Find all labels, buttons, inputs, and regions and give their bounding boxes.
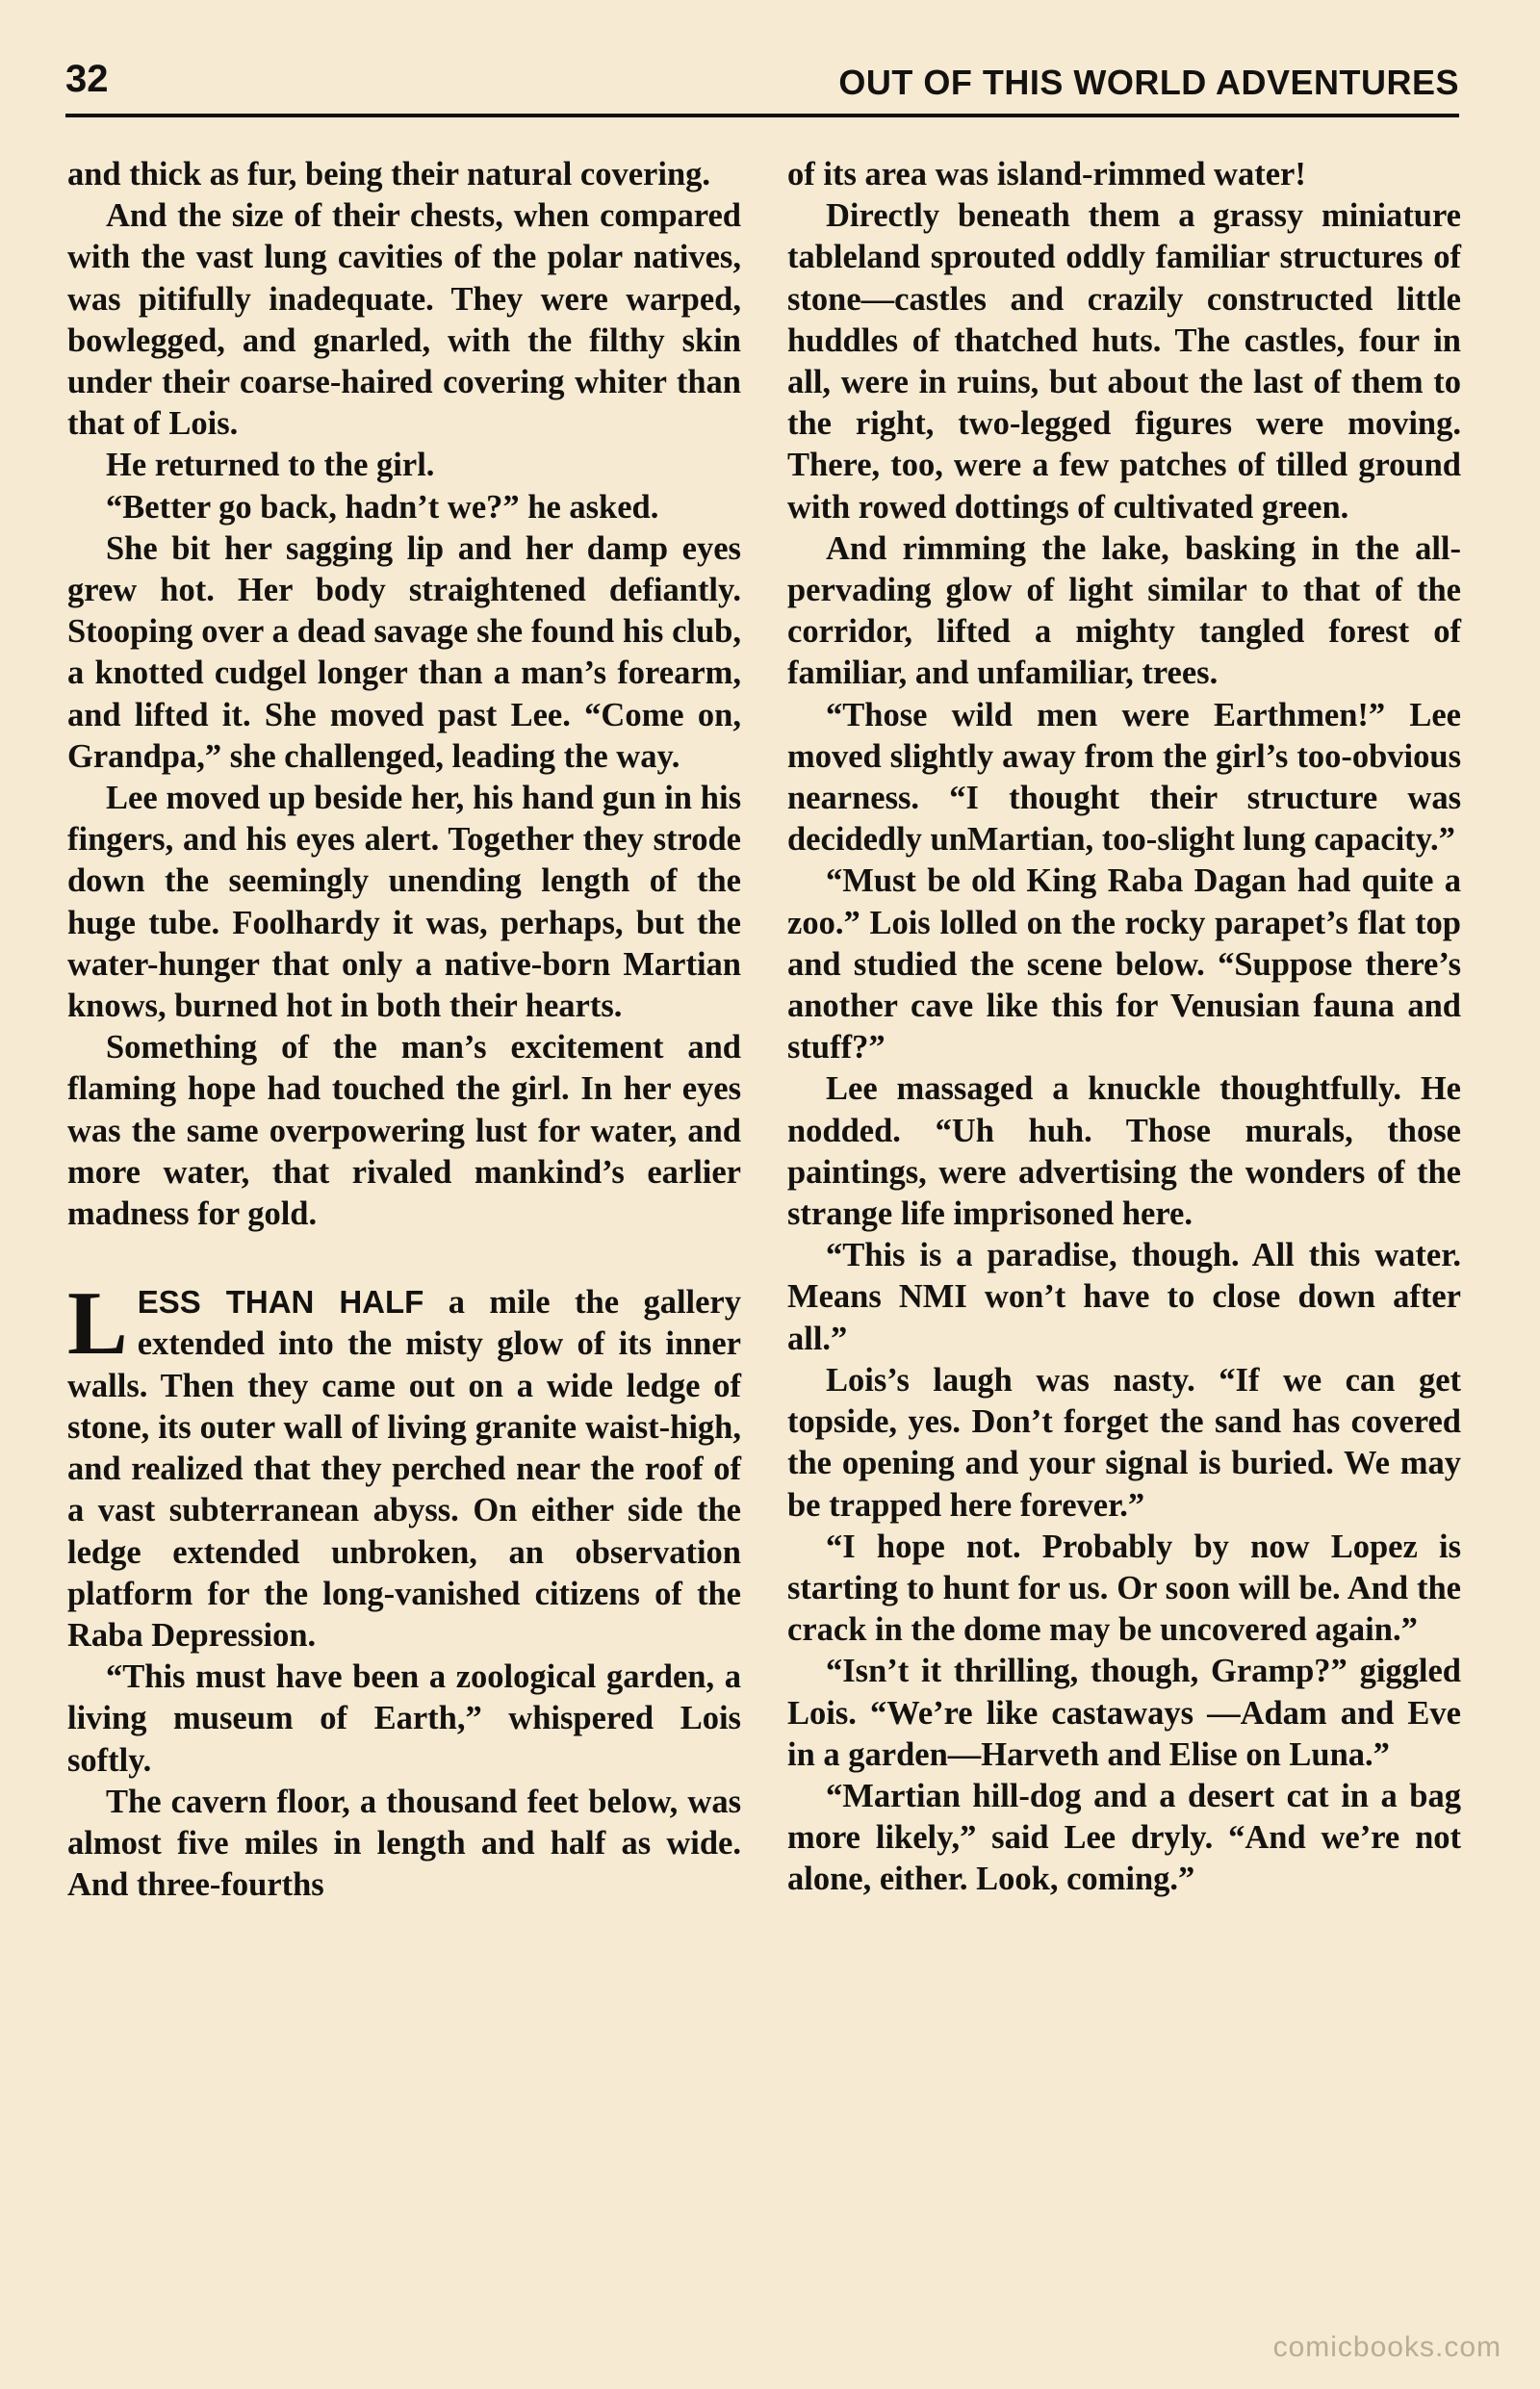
page-header [65,56,1459,117]
paragraph: “This must have been a zoological garden, a living museum of Earth,” whispered Lois softly. [67,1658,741,1779]
paragraph-text: a mile the gallery extended into the misty glow of its inner walls. Then they came out on a wide ledge of stone, its outer wall of living granite waist-high, and realized that they perched near the roof of a vast subterranean abyss. On either side the ledge extended unbroken, an observation platform for the long-vanished citizens of the Raba Depression. [67,1284,741,1654]
paragraph: Lee massaged a knuckle thoughtfully. He nodded. “Uh huh. Those murals, those paintings, were advertising the wonders of the strange life imprisoned here. [787,1070,1461,1233]
drop-cap: L [67,1273,128,1374]
paragraph: “Those wild men were Earthmen!” Lee moved slightly away from the girl’s too-obvious nearness. “I thought their structure was decidedly unMartian, too-slight lung capacity.” [787,696,1461,859]
paragraph: He returned to the girl. [106,447,435,484]
paragraph: “This is a paradise, though. All this water. Means NMI won’t have to close down after all.” [787,1237,1461,1357]
left-column [67,154,741,1906]
paragraph: And the size of their chests, when compared with the vast lung cavities of the polar natives, was pitifully inadequate. They were warped, bowlegged, and gnarled, with the filthy skin under their coarse-haired covering whiter than that of Lois. [67,197,741,443]
page-number: 32 [65,58,109,100]
section-opening-paragraph [67,1273,741,1657]
paragraph: Lee moved up beside her, his hand gun in his fingers, and his eyes alert. Together they strode down the seemingly unending length of the huge tube. Foolhardy it was, perhaps, but the water-hunger that only a native-born Martian knows, burned hot in both their hearts. [67,780,741,1025]
paragraph: “Must be old King Raba Dagan had quite a zoo.” Lois lolled on the rocky parapet’s flat top and studied the scene below. “Suppose there’s another cave like this for Venusian fauna and stuff?” [787,862,1461,1066]
paragraph: And rimming the lake, basking in the all-pervading glow of light similar to that of the corridor, lifted a mighty tangled forest of familiar, and unfamiliar, trees. [787,529,1461,692]
paragraph: “Better go back, hadn’t we?” he asked. [106,488,659,526]
lead-in-text: ESS THAN HALF [137,1284,424,1321]
paragraph: The cavern floor, a thousand feet below, was almost five miles in length and half as wide. And three-fourths [67,1783,741,1904]
watermark: comicbooks.com [1272,2331,1502,2363]
paragraph: “Martian hill-dog and a desert cat in a bag more likely,” said Lee dryly. “And we’re not alone, either. Look, coming.” [787,1777,1461,1898]
paragraph: “I hope not. Probably by now Lopez is starting to hunt for us. Or soon will be. And the crack in the dome may be uncovered again.” [787,1528,1461,1649]
running-head: OUT OF THIS WORLD ADVENTURES [838,63,1459,102]
paragraph: and thick as fur, being their natural covering. [67,156,711,193]
paragraph: She bit her sagging lip and her damp eyes grew hot. Her body straightened defiantly. Stooping over a dead savage she found his club, a knotted cudgel longer than a man’s forearm, and lifted it. She moved past Lee. “Come on, Grandpa,” she challenged, leading the way. [67,529,741,775]
paragraph: Lois’s laugh was nasty. “If we can get topside, yes. Don’t forget the sand has covered the opening and your signal is buried. We may be trapped here forever.” [787,1361,1461,1524]
right-column [787,154,1461,1901]
paragraph: Something of the man’s excitement and flaming hope had touched the girl. In her eyes was the same overpowering lust for water, and more water, that rivaled mankind’s earlier madness for gold. [67,1029,741,1233]
section-break [67,1235,741,1281]
paragraph: “Isn’t it thrilling, though, Gramp?” giggled Lois. “We’re like castaways —Adam and Eve in a garden—Harveth and Elise on Luna.” [787,1653,1461,1773]
paragraph: of its area was island-rimmed water! [787,156,1306,193]
paragraph: Directly beneath them a grassy miniature tableland sprouted oddly familiar structures of stone—castles and crazily constructed little huddles of thatched huts. The castles, four in all, were in ruins, but about the last of them to the right, two-legged figures were moving. There, too, were a few patches of tilled ground with rowed dottings of cultivated green. [787,197,1461,526]
